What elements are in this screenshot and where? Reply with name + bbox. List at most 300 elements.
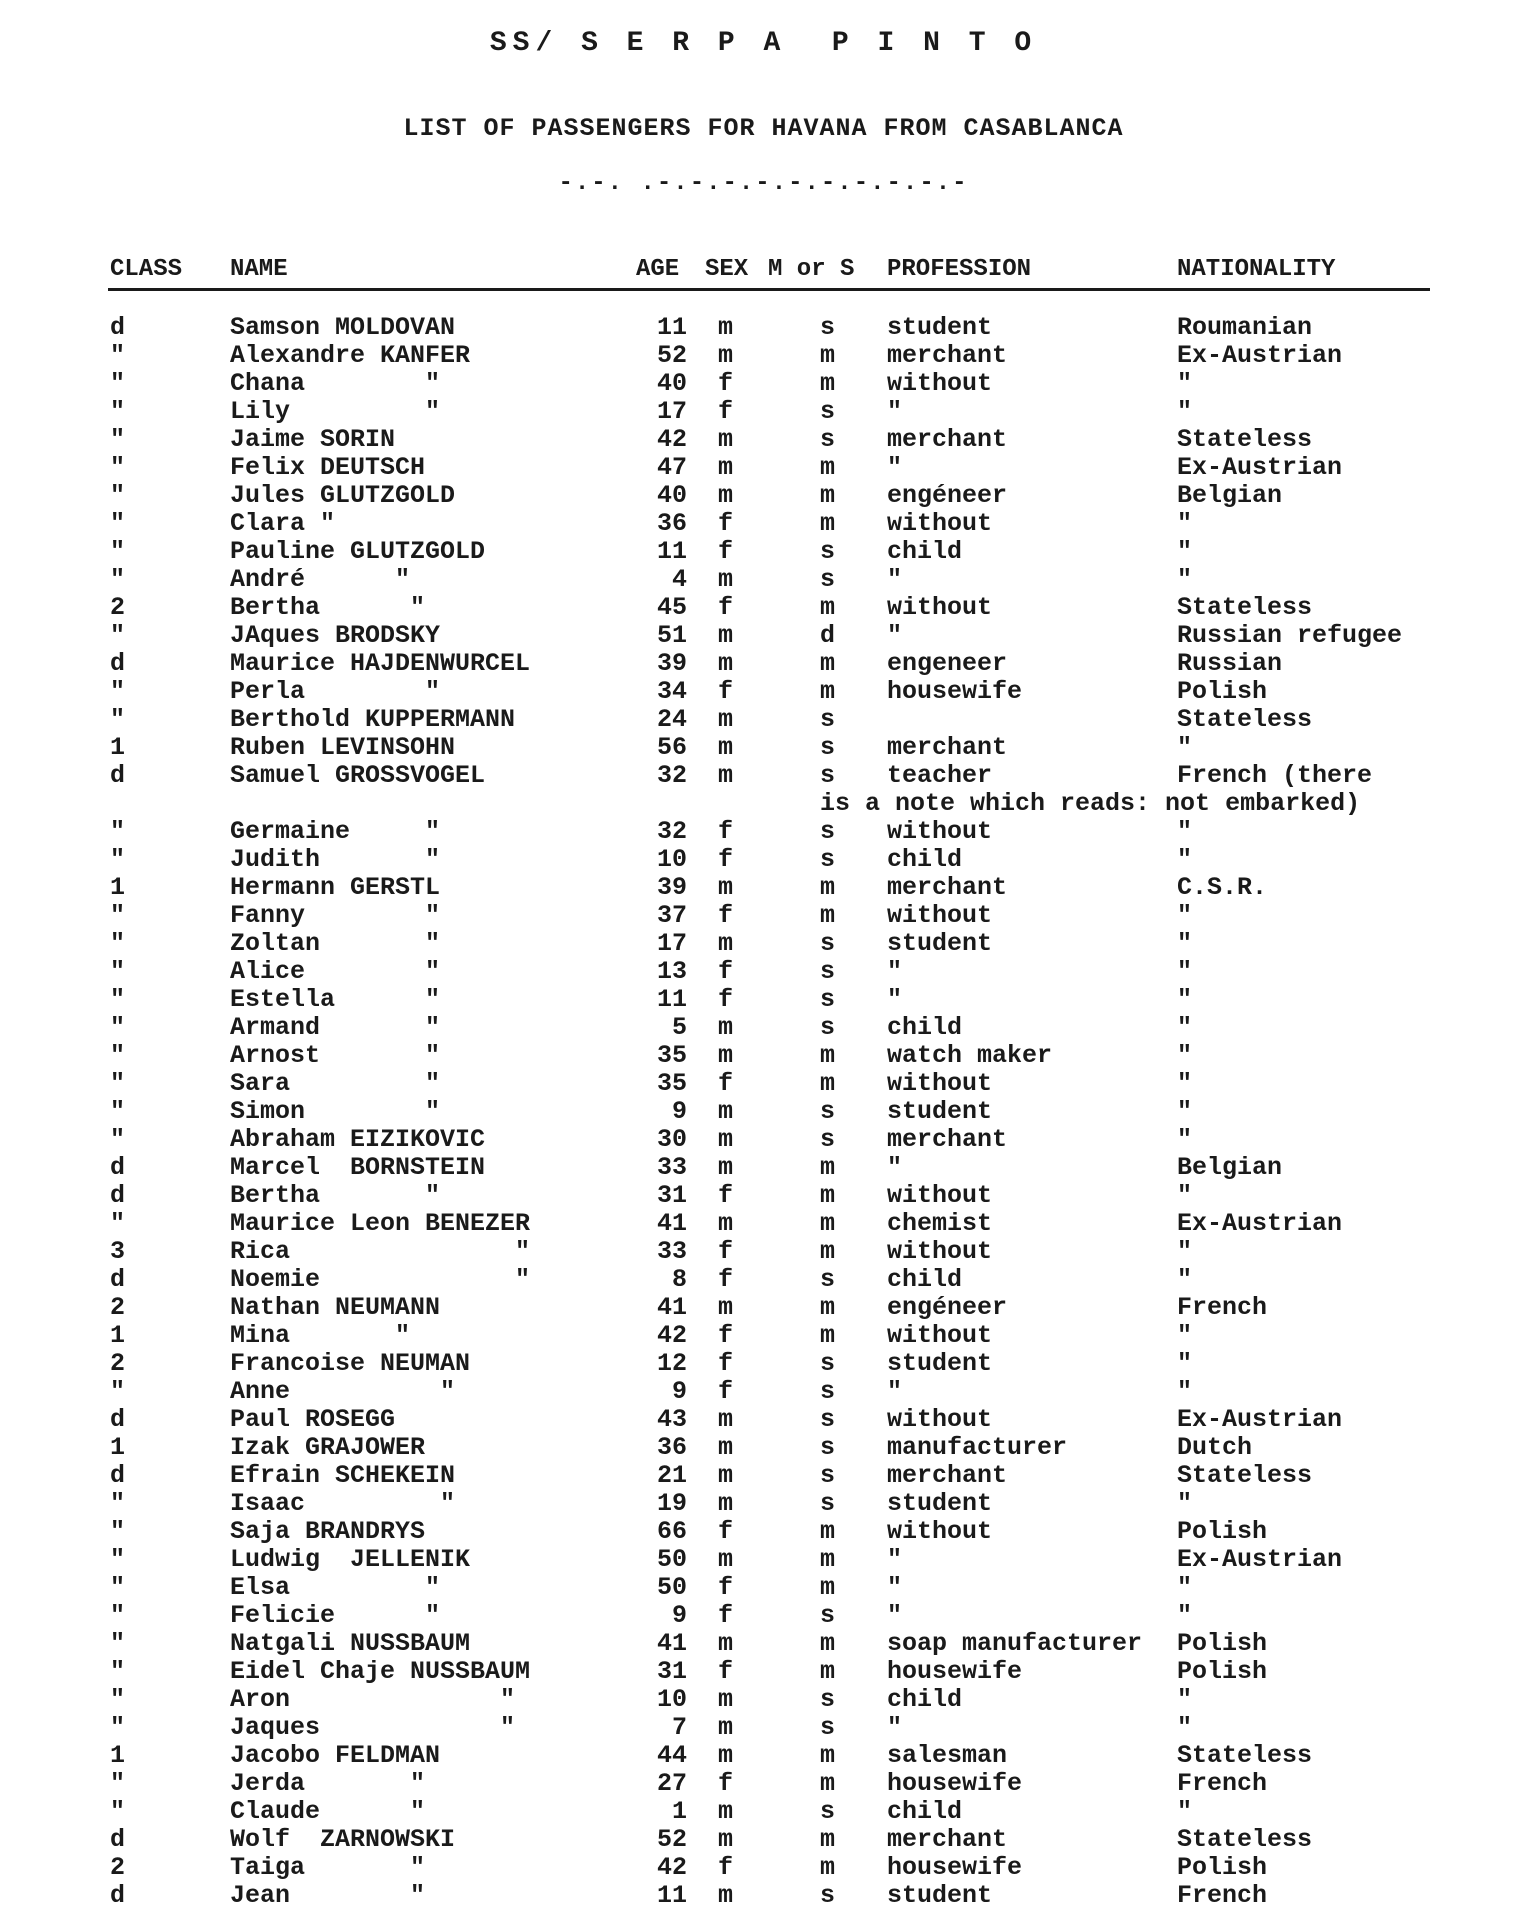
cell-class: " (110, 1125, 126, 1154)
cell-sex: f (718, 1601, 734, 1630)
table-row (0, 426, 1527, 454)
cell-nationality: French (there (1177, 761, 1373, 790)
table-row (0, 1518, 1527, 1546)
cell-sex: m (718, 1041, 734, 1070)
cell-class: " (110, 565, 126, 594)
cell-profession: " (887, 957, 903, 986)
cell-marital-status: s (820, 761, 836, 790)
table-row (0, 510, 1527, 538)
cell-class: d (110, 1881, 126, 1910)
cell-age: 27 (656, 1769, 687, 1798)
cell-marital-status: s (820, 1601, 836, 1630)
cell-nationality: " (1177, 1349, 1193, 1378)
cell-nationality: Belgian (1177, 481, 1283, 510)
cell-nationality: Russian refugee (1177, 621, 1403, 650)
cell-profession: engeneer (887, 649, 1008, 678)
table-header (0, 256, 1527, 286)
table-row (0, 1238, 1527, 1266)
cell-class: " (110, 929, 126, 958)
cell-marital-status: s (820, 733, 836, 762)
cell-class: " (110, 845, 126, 874)
list-title: LIST OF PASSENGERS FOR HAVANA FROM CASABLANCA (403, 114, 1124, 143)
cell-name: Mina " (230, 1321, 411, 1350)
cell-sex: m (718, 1489, 734, 1518)
cell-sex: m (718, 1461, 734, 1490)
cell-age: 41 (656, 1209, 687, 1238)
cell-nationality: " (1177, 1181, 1193, 1210)
cell-age: 66 (656, 1517, 687, 1546)
cell-marital-status: m (820, 1153, 836, 1182)
cell-profession: watch maker (887, 1041, 1053, 1070)
table-row (0, 1882, 1527, 1910)
cell-age: 39 (656, 649, 687, 678)
cell-profession: child (887, 537, 963, 566)
cell-profession: " (887, 453, 903, 482)
cell-marital-status: m (820, 1041, 836, 1070)
cell-marital-status: m (820, 901, 836, 930)
cell-nationality: " (1177, 1265, 1193, 1294)
dash-rule: -.-. .-.-.-.-.-.-.-.-.-.- (558, 170, 969, 197)
cell-nationality: Ex-Austrian (1177, 1209, 1343, 1238)
cell-name: Jaime SORIN (230, 425, 396, 454)
cell-age: 35 (656, 1069, 687, 1098)
table-row (0, 538, 1527, 566)
cell-sex: m (718, 565, 734, 594)
table-row (0, 1406, 1527, 1434)
cell-name: Jerda " (230, 1769, 426, 1798)
cell-nationality: " (1177, 369, 1193, 398)
cell-sex: f (718, 1265, 734, 1294)
cell-age: 21 (656, 1461, 687, 1490)
cell-profession: student (887, 313, 993, 342)
cell-profession: " (887, 1713, 903, 1742)
cell-marital-status: s (820, 1433, 836, 1462)
cell-age: 13 (656, 957, 687, 986)
cell-name: Abraham EIZIKOVIC (230, 1125, 486, 1154)
cell-marital-status: s (820, 845, 836, 874)
cell-nationality: Stateless (1177, 705, 1313, 734)
cell-profession: merchant (887, 425, 1008, 454)
cell-age: 50 (656, 1573, 687, 1602)
cell-nationality: Polish (1177, 1657, 1268, 1686)
table-row (0, 846, 1527, 874)
table-row (0, 622, 1527, 650)
cell-profession: manufacturer (887, 1433, 1068, 1462)
cell-age: 10 (656, 845, 687, 874)
cell-profession: without (887, 1069, 993, 1098)
table-row (0, 1658, 1527, 1686)
cell-profession: " (887, 1377, 903, 1406)
table-row (0, 1742, 1527, 1770)
cell-profession: chemist (887, 1209, 993, 1238)
cell-marital-status: m (820, 677, 836, 706)
cell-age: 42 (656, 425, 687, 454)
cell-age: 11 (656, 1881, 687, 1910)
table-row (0, 1350, 1527, 1378)
cell-sex: f (718, 1517, 734, 1546)
cell-sex: m (718, 873, 734, 902)
cell-marital-status: m (820, 593, 836, 622)
cell-age: 33 (656, 1237, 687, 1266)
cell-profession: " (887, 1153, 903, 1182)
cell-profession: " (887, 565, 903, 594)
cell-profession: soap manufacturer (887, 1629, 1143, 1658)
cell-sex: f (718, 1573, 734, 1602)
cell-class: " (110, 621, 126, 650)
table-row (0, 1322, 1527, 1350)
cell-age: 40 (656, 369, 687, 398)
table-row (0, 986, 1527, 1014)
cell-age: 31 (656, 1657, 687, 1686)
cell-age: 41 (656, 1293, 687, 1322)
cell-sex: m (718, 313, 734, 342)
cell-nationality: " (1177, 1573, 1193, 1602)
cell-name: Jacobo FELDMAN (230, 1741, 441, 1770)
cell-name: Estella " (230, 985, 441, 1014)
table-row (0, 1798, 1527, 1826)
cell-class: d (110, 761, 126, 790)
cell-age: 44 (656, 1741, 687, 1770)
cell-marital-status: m (820, 1069, 836, 1098)
cell-sex: m (718, 1405, 734, 1434)
cell-sex: m (718, 1713, 734, 1742)
cell-name: Elsa " (230, 1573, 441, 1602)
table-row (0, 874, 1527, 902)
cell-name: Bertha " (230, 593, 426, 622)
cell-nationality: Polish (1177, 1517, 1268, 1546)
cell-age: 9 (671, 1377, 687, 1406)
cell-marital-status: s (820, 313, 836, 342)
table-row (0, 342, 1527, 370)
cell-age: 10 (656, 1685, 687, 1714)
cell-marital-status: s (820, 425, 836, 454)
cell-age: 52 (656, 341, 687, 370)
cell-nationality: " (1177, 537, 1193, 566)
table-row (0, 1098, 1527, 1126)
table-row (0, 1770, 1527, 1798)
cell-name: André " (230, 565, 411, 594)
cell-marital-status: m (820, 1209, 836, 1238)
cell-marital-status: m (820, 509, 836, 538)
cell-class: " (110, 1769, 126, 1798)
cell-marital-status: m (820, 1573, 836, 1602)
cell-marital-status: s (820, 397, 836, 426)
cell-sex: m (718, 649, 734, 678)
cell-age: 11 (656, 537, 687, 566)
cell-sex: m (718, 1797, 734, 1826)
table-row (0, 1126, 1527, 1154)
cell-class: " (110, 1013, 126, 1042)
cell-name: Anne " (230, 1377, 456, 1406)
cell-marital-status: m (820, 1293, 836, 1322)
cell-sex: f (718, 509, 734, 538)
cell-marital-status: m (820, 649, 836, 678)
cell-marital-status: s (820, 1461, 836, 1490)
table-row (0, 1686, 1527, 1714)
table-row (0, 1630, 1527, 1658)
table-row (0, 1574, 1527, 1602)
cell-name: Natgali NUSSBAUM (230, 1629, 471, 1658)
header-age: AGE (636, 256, 680, 283)
cell-age: 17 (656, 397, 687, 426)
table-row (0, 1266, 1527, 1294)
cell-age: 50 (656, 1545, 687, 1574)
table-row (0, 650, 1527, 678)
cell-class: " (110, 1657, 126, 1686)
cell-marital-status: s (820, 1405, 836, 1434)
cell-name: Alice " (230, 957, 441, 986)
cell-sex: f (718, 985, 734, 1014)
table-row (0, 1210, 1527, 1238)
cell-class: " (110, 1545, 126, 1574)
cell-class: d (110, 1405, 126, 1434)
table-row (0, 1602, 1527, 1630)
cell-profession: housewife (887, 1769, 1023, 1798)
cell-profession: merchant (887, 1125, 1008, 1154)
cell-nationality: Polish (1177, 677, 1268, 706)
cell-nationality: Russian (1177, 649, 1283, 678)
cell-sex: m (718, 1433, 734, 1462)
cell-class: " (110, 509, 126, 538)
cell-name: Zoltan " (230, 929, 441, 958)
cell-profession: without (887, 593, 993, 622)
cell-class: " (110, 1601, 126, 1630)
cell-age: 35 (656, 1041, 687, 1070)
table-row (0, 1154, 1527, 1182)
cell-marital-status: m (820, 341, 836, 370)
cell-name: Maurice HAJDENWURCEL (230, 649, 531, 678)
cell-class: " (110, 1097, 126, 1126)
cell-nationality: " (1177, 1125, 1193, 1154)
cell-marital-status: s (820, 705, 836, 734)
cell-nationality: " (1177, 1601, 1193, 1630)
note-row (0, 790, 1527, 818)
cell-age: 33 (656, 1153, 687, 1182)
table-row (0, 1378, 1527, 1406)
cell-age: 34 (656, 677, 687, 706)
cell-age: 9 (671, 1097, 687, 1126)
cell-sex: m (718, 425, 734, 454)
table-row (0, 1294, 1527, 1322)
cell-sex: m (718, 1209, 734, 1238)
cell-sex: f (718, 817, 734, 846)
cell-name: Perla " (230, 677, 441, 706)
cell-nationality: Ex-Austrian (1177, 1545, 1343, 1574)
cell-name: Alexandre KANFER (230, 341, 471, 370)
cell-marital-status: m (820, 369, 836, 398)
cell-nationality: Belgian (1177, 1153, 1283, 1182)
cell-sex: m (718, 1741, 734, 1770)
cell-age: 40 (656, 481, 687, 510)
cell-name: Berthold KUPPERMANN (230, 705, 516, 734)
cell-name: Rica " (230, 1237, 531, 1266)
cell-marital-status: s (820, 1013, 836, 1042)
cell-marital-status: s (820, 1713, 836, 1742)
cell-age: 36 (656, 1433, 687, 1462)
cell-class: " (110, 1517, 126, 1546)
cell-profession: student (887, 1489, 993, 1518)
cell-sex: f (718, 957, 734, 986)
cell-nationality: Ex-Austrian (1177, 1405, 1343, 1434)
cell-age: 37 (656, 901, 687, 930)
cell-profession: student (887, 1349, 993, 1378)
cell-name: Marcel BORNSTEIN (230, 1153, 486, 1182)
cell-marital-status: m (820, 873, 836, 902)
cell-name: Fanny " (230, 901, 441, 930)
cell-sex: m (718, 705, 734, 734)
cell-marital-status: m (820, 1629, 836, 1658)
cell-marital-status: s (820, 565, 836, 594)
cell-class: 2 (110, 1349, 126, 1378)
cell-age: 5 (671, 1013, 687, 1042)
cell-name: Taiga " (230, 1853, 426, 1882)
cell-age: 9 (671, 1601, 687, 1630)
cell-nationality: Polish (1177, 1853, 1268, 1882)
cell-profession: child (887, 1685, 963, 1714)
cell-profession: child (887, 845, 963, 874)
cell-profession: housewife (887, 677, 1023, 706)
cell-name: Felix DEUTSCH (230, 453, 426, 482)
cell-nationality: " (1177, 1097, 1193, 1126)
table-row (0, 566, 1527, 594)
cell-name: Hermann GERSTL (230, 873, 441, 902)
cell-profession: without (887, 369, 993, 398)
cell-sex: m (718, 929, 734, 958)
cell-nationality: Stateless (1177, 593, 1313, 622)
cell-marital-status: d (820, 621, 836, 650)
cell-marital-status: s (820, 985, 836, 1014)
cell-class: " (110, 1209, 126, 1238)
cell-profession: " (887, 1601, 903, 1630)
cell-name: Ruben LEVINSOHN (230, 733, 456, 762)
table-row (0, 734, 1527, 762)
cell-class: " (110, 901, 126, 930)
cell-profession: without (887, 509, 993, 538)
cell-marital-status: m (820, 1545, 836, 1574)
cell-name: Samson MOLDOVAN (230, 313, 456, 342)
cell-marital-status: s (820, 957, 836, 986)
cell-nationality: " (1177, 733, 1193, 762)
cell-marital-status: s (820, 1125, 836, 1154)
cell-marital-status: s (820, 1097, 836, 1126)
cell-name: Bertha " (230, 1181, 441, 1210)
cell-age: 17 (656, 929, 687, 958)
cell-age: 51 (656, 621, 687, 650)
cell-name: Saja BRANDRYS (230, 1517, 426, 1546)
cell-class: d (110, 313, 126, 342)
cell-marital-status: m (820, 481, 836, 510)
cell-sex: f (718, 537, 734, 566)
cell-class: d (110, 1825, 126, 1854)
cell-class: " (110, 677, 126, 706)
cell-profession: engéneer (887, 1293, 1008, 1322)
cell-name: Ludwig JELLENIK (230, 1545, 471, 1574)
cell-age: 32 (656, 817, 687, 846)
table-row (0, 1014, 1527, 1042)
table-row (0, 1070, 1527, 1098)
cell-class: 1 (110, 1321, 126, 1350)
cell-class: " (110, 453, 126, 482)
cell-sex: m (718, 453, 734, 482)
cell-nationality: Dutch (1177, 1433, 1253, 1462)
cell-marital-status: s (820, 537, 836, 566)
cell-profession: without (887, 1237, 993, 1266)
cell-profession: salesman (887, 1741, 1008, 1770)
cell-nationality: " (1177, 1013, 1193, 1042)
cell-name: Efrain SCHEKEIN (230, 1461, 456, 1490)
cell-nationality: " (1177, 509, 1193, 538)
cell-class: " (110, 985, 126, 1014)
cell-sex: m (718, 1545, 734, 1574)
cell-age: 11 (656, 985, 687, 1014)
cell-name: Jules GLUTZGOLD (230, 481, 456, 510)
cell-nationality: " (1177, 1069, 1193, 1098)
cell-class: " (110, 1069, 126, 1098)
cell-class: 1 (110, 1741, 126, 1770)
cell-class: " (110, 1573, 126, 1602)
cell-class: d (110, 1461, 126, 1490)
cell-class: " (110, 481, 126, 510)
table-row (0, 594, 1527, 622)
cell-nationality: " (1177, 845, 1193, 874)
cell-name: Clara " (230, 509, 336, 538)
cell-sex: f (718, 1069, 734, 1098)
cell-nationality: Stateless (1177, 1741, 1313, 1770)
table-row (0, 902, 1527, 930)
cell-sex: m (718, 1013, 734, 1042)
cell-nationality: " (1177, 1489, 1193, 1518)
cell-sex: f (718, 397, 734, 426)
cell-profession: child (887, 1013, 963, 1042)
cell-class: 3 (110, 1237, 126, 1266)
cell-class: 1 (110, 873, 126, 902)
cell-nationality: Roumanian (1177, 313, 1313, 342)
cell-nationality: C.S.R. (1177, 873, 1268, 902)
cell-profession: merchant (887, 341, 1008, 370)
cell-marital-status: m (820, 1181, 836, 1210)
cell-class: " (110, 817, 126, 846)
cell-class: 1 (110, 1433, 126, 1462)
cell-sex: f (718, 677, 734, 706)
table-row (0, 454, 1527, 482)
cell-sex: m (718, 1629, 734, 1658)
cell-name: Sara " (230, 1069, 441, 1098)
cell-name: Lily " (230, 397, 441, 426)
cell-name: Arnost " (230, 1041, 441, 1070)
cell-class: 2 (110, 1293, 126, 1322)
cell-sex: m (718, 621, 734, 650)
cell-nationality: Stateless (1177, 425, 1313, 454)
cell-marital-status: m (820, 1741, 836, 1770)
cell-nationality: French (1177, 1769, 1268, 1798)
cell-nationality: " (1177, 929, 1193, 958)
header-class: CLASS (110, 256, 183, 283)
cell-age: 45 (656, 593, 687, 622)
cell-age: 4 (671, 565, 687, 594)
cell-class: " (110, 957, 126, 986)
cell-age: 8 (671, 1265, 687, 1294)
cell-class: " (110, 1377, 126, 1406)
cell-name: Pauline GLUTZGOLD (230, 537, 486, 566)
cell-sex: m (718, 1825, 734, 1854)
table-row (0, 1546, 1527, 1574)
cell-nationality: Stateless (1177, 1825, 1313, 1854)
cell-name: Francoise NEUMAN (230, 1349, 471, 1378)
cell-marital-status: s (820, 1489, 836, 1518)
cell-name: JAques BRODSKY (230, 621, 441, 650)
cell-age: 31 (656, 1181, 687, 1210)
cell-class: " (110, 1685, 126, 1714)
